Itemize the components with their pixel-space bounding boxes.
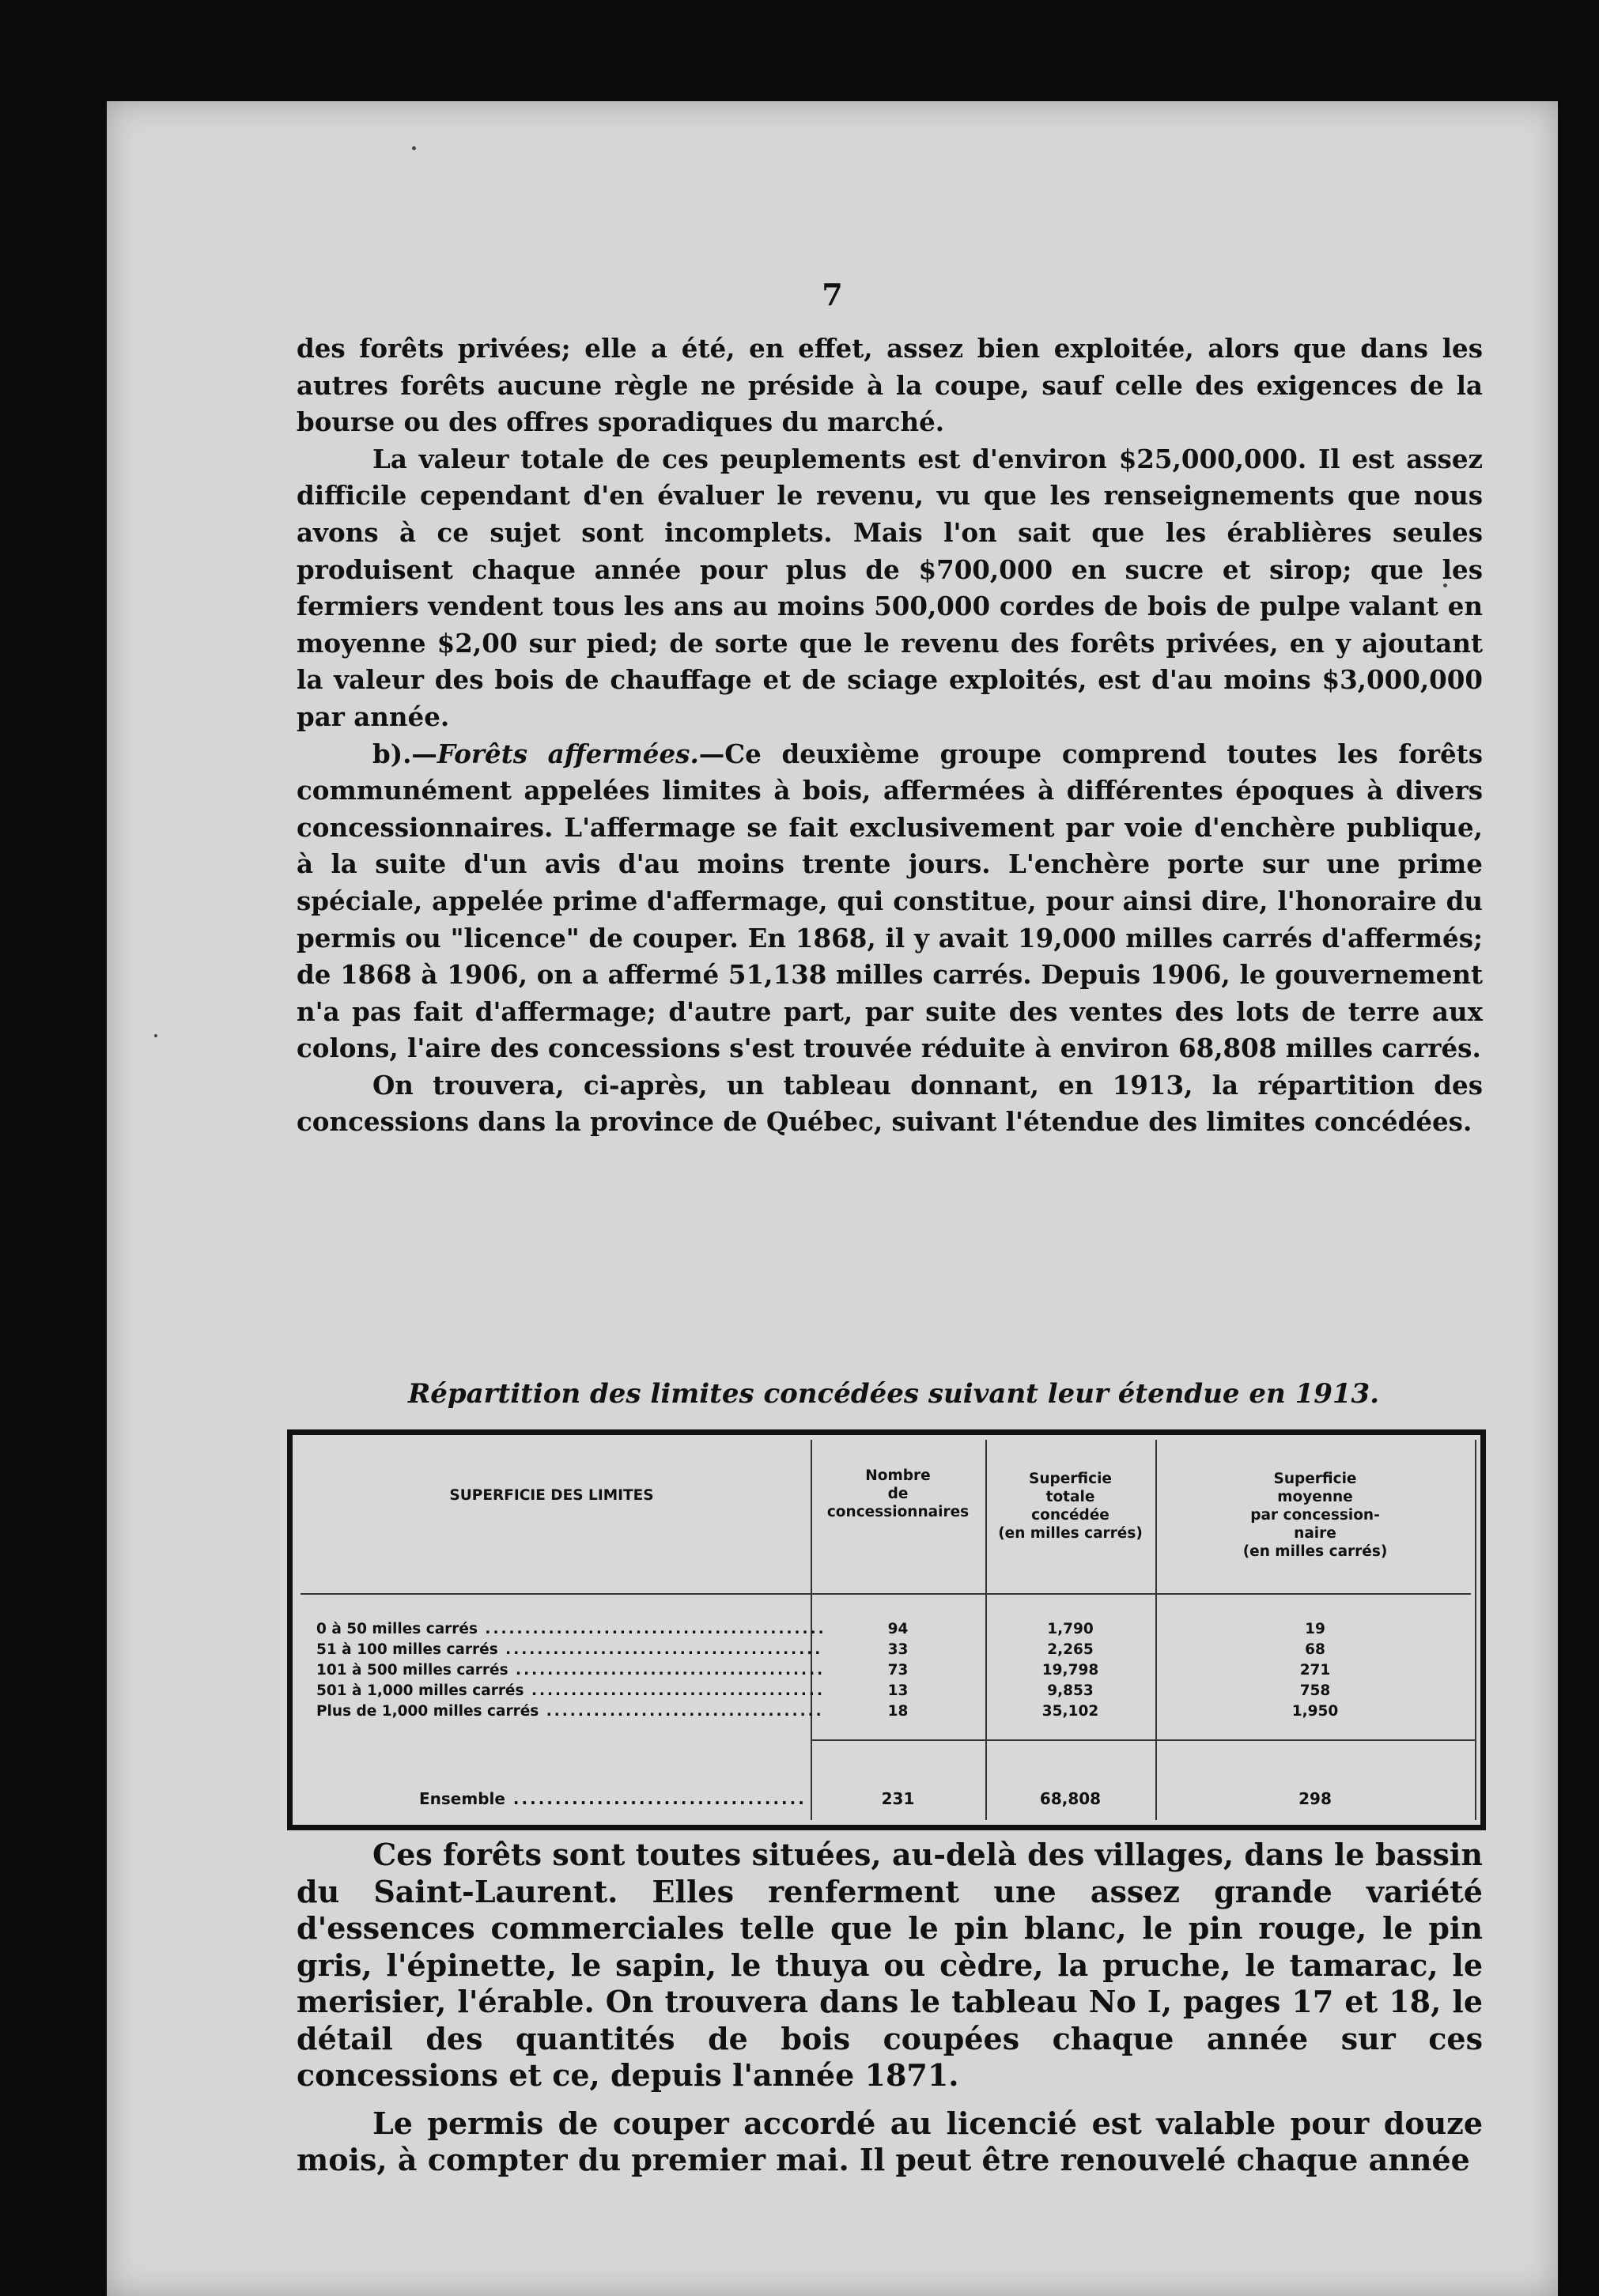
row-count: 94 bbox=[887, 1621, 909, 1637]
header-superficie-moyenne bbox=[1155, 1470, 1475, 1561]
paragraph-section-b bbox=[297, 736, 1483, 1067]
total-label: Ensemble ..... bbox=[419, 1789, 807, 1808]
total-area: 68,808 bbox=[1039, 1789, 1102, 1808]
paragraph: La valeur totale de ces peuplements est d'environ $25,000,000. Il est assez difficile cependant d'en évaluer le revenu, vu que les renseignements que nous avons à ce sujet sont incomplets. Mais l'on sait que les érablières seules produisent chaque année pour plus de $700,000 en sucre et sirop; que les fermiers vendent tous les ans au moins 500,000 cordes de bois de pulpe valant en moyenne $2,00 sur pied; de sorte que le revenu des forêts privées, en y ajoutant la valeur des bois de chauffage et de sciage exploités, est d'au moins $3,000,000 par année. bbox=[297, 443, 1483, 732]
row-label: 0 à 50 milles carrés ..... bbox=[316, 1621, 822, 1637]
header-superficie-totale bbox=[985, 1470, 1155, 1543]
header-nombre-concessionnaires bbox=[811, 1467, 985, 1521]
header-line: naire bbox=[1294, 1525, 1336, 1542]
row-label: 501 à 1,000 milles carrés ..... bbox=[316, 1682, 822, 1699]
section-lead: —Ce deuxième groupe comprend toutes les forêts communément appelées limites à bois, affermées à différentes époques à divers concessionnaires. bbox=[297, 738, 1483, 843]
header-line: Nombre bbox=[865, 1467, 931, 1484]
table-row bbox=[293, 1621, 1480, 1641]
table-row bbox=[293, 1682, 1480, 1703]
paragraph: des forêts privées; elle a été, en effet, assez bien exploitée, alors que dans les autres forêts aucune règle ne préside à la coupe, sauf celle des exigences de la bourse ou des offres sporadiques du marché. bbox=[297, 333, 1483, 438]
table-row bbox=[293, 1662, 1480, 1682]
header-rule bbox=[301, 1593, 1471, 1595]
row-average: 68 bbox=[1305, 1641, 1325, 1658]
total-rule bbox=[811, 1739, 1475, 1741]
row-total: 1,790 bbox=[1047, 1621, 1094, 1637]
header-line: concédée bbox=[1031, 1507, 1109, 1524]
header-line: (en milles carrés) bbox=[1242, 1543, 1388, 1560]
row-average: 19 bbox=[1305, 1621, 1325, 1637]
scan-speck bbox=[154, 1034, 157, 1037]
row-label: 101 à 500 milles carrés ..... bbox=[316, 1662, 822, 1679]
header-line: moyenne bbox=[1277, 1489, 1353, 1505]
row-average: 1,950 bbox=[1291, 1703, 1339, 1720]
total-average: 298 bbox=[1298, 1789, 1332, 1808]
header-line: (en milles carrés) bbox=[998, 1525, 1143, 1542]
paragraph: Ces forêts sont toutes situées, au-delà des villages, dans le bassin du Saint-Laurent. Elles renferment une assez grande variété d'essences commerciales telle que le pin blanc, le pin rouge, le pin gris, l'épinette, le sapin, le thuya ou cèdre, la pruche, le tamarac, le merisier, l'érable. On trouvera dans le tableau No I, pages 17 et 18, le détail des quantités de bois coupées chaque année sur ces concessions et ce, depuis l'année 1871. bbox=[297, 1837, 1483, 2093]
table-caption: Répartition des limites concédées suivant leur étendue en 1913. bbox=[407, 1378, 1380, 1410]
header-line: Superficie bbox=[1273, 1471, 1357, 1487]
row-count: 18 bbox=[887, 1703, 909, 1720]
section-marker: b).— bbox=[372, 738, 437, 769]
total-count: 231 bbox=[881, 1789, 915, 1808]
header-line: par concession- bbox=[1250, 1507, 1380, 1524]
header-line: Superficie bbox=[1029, 1471, 1112, 1487]
limits-table bbox=[287, 1429, 1486, 1830]
scan-speck bbox=[412, 146, 416, 150]
row-total: 9,853 bbox=[1047, 1682, 1094, 1699]
row-average: 758 bbox=[1299, 1682, 1331, 1699]
row-total: 19,798 bbox=[1041, 1662, 1099, 1679]
scanned-page bbox=[107, 101, 1558, 2296]
table-total-row bbox=[293, 1789, 1480, 1810]
paragraph: Le permis de couper accordé au licencié est valable pour douze mois, à compter du premier mai. Il peut être renouvelé chaque année bbox=[297, 2105, 1483, 2177]
row-count: 13 bbox=[887, 1682, 909, 1699]
body-text-bottom bbox=[297, 1837, 1483, 2179]
section-title: Forêts affermées. bbox=[437, 738, 699, 769]
section-text: L'affermage se fait exclusivement par voie d'enchère publique, à la suite d'un avis d'au moins trente jours. L'enchère porte sur une prime spéciale, appelée prime d'affermage, qui constitue, pour ainsi dire, l'honoraire du permis ou "licence" de couper. En 1868, il y avait 19,000 milles carrés d'affermés; de 1868 à 1906, on a affermé 51,138 milles carrés. Depuis 1906, le gouvernement n'a pas fait d'affermage; d'autre part, par suite des ventes des lots de terre aux colons, l'aire des concessions s'est trouvée réduite à environ 68,808 milles carrés. bbox=[297, 811, 1483, 1064]
header-superficie-des-limites: SUPERFICIE DES LIMITES bbox=[449, 1487, 654, 1504]
header-line: concessionnaires bbox=[826, 1504, 970, 1520]
body-text-top bbox=[297, 330, 1483, 1141]
row-total: 35,102 bbox=[1041, 1703, 1099, 1720]
page-number: 7 bbox=[822, 277, 843, 312]
table-row bbox=[293, 1703, 1480, 1724]
row-count: 73 bbox=[887, 1662, 909, 1679]
row-average: 271 bbox=[1299, 1662, 1331, 1679]
row-total: 2,265 bbox=[1047, 1641, 1094, 1658]
row-label: 51 à 100 milles carrés ..... bbox=[316, 1641, 822, 1658]
row-label: Plus de 1,000 milles carrés ..... bbox=[316, 1703, 822, 1720]
header-line: de bbox=[887, 1486, 909, 1502]
table-row bbox=[293, 1641, 1480, 1662]
row-count: 33 bbox=[887, 1641, 909, 1658]
paragraph: On trouvera, ci-après, un tableau donnant, en 1913, la répartition des concessions dans la province de Québec, suivant l'étendue des limites concédées. bbox=[297, 1069, 1483, 1138]
header-line: totale bbox=[1045, 1489, 1095, 1505]
